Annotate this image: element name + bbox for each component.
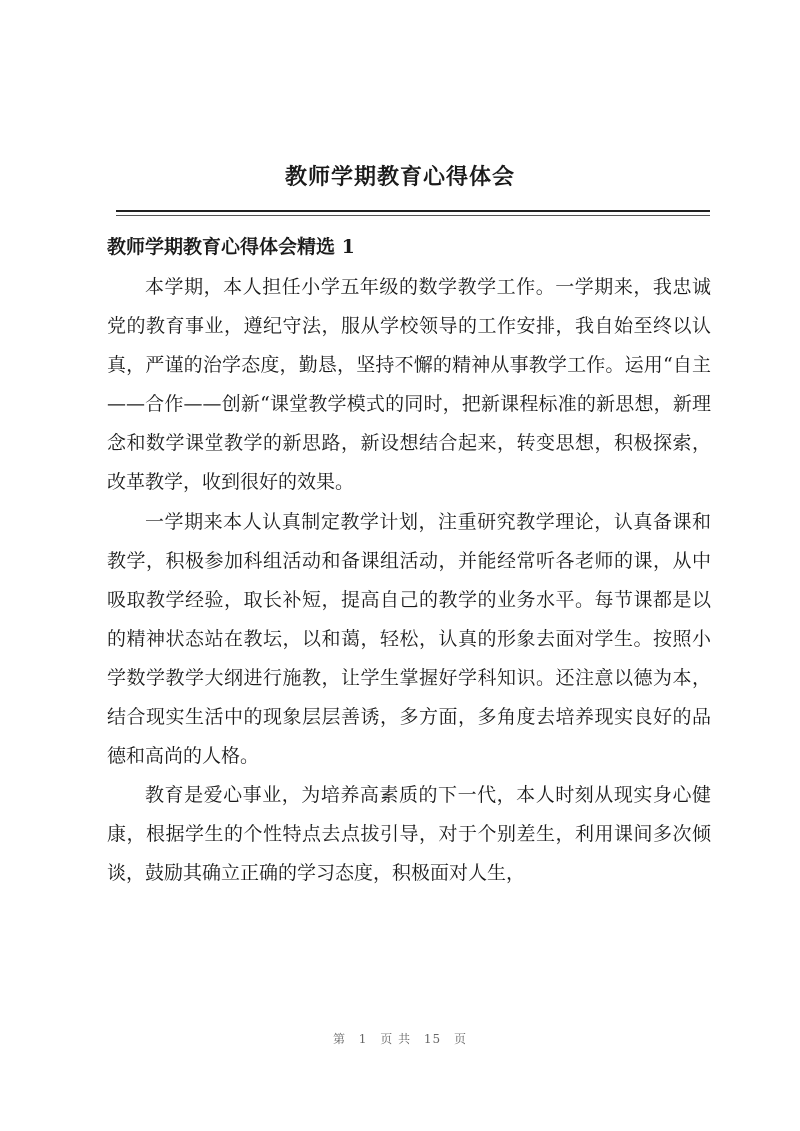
body-text — [107, 268, 711, 894]
paragraph: 教育是爱心事业，为培养高素质的下一代，本人时刻从现实身心健康，根据学生的个性特点去点拔引导，对于个别差生，利用课间多次倾谈，鼓励其确立正确的学习态度，积极面对人生， — [107, 784, 711, 885]
title-divider-thin — [116, 215, 710, 216]
footer-current-page: 1 — [358, 1032, 368, 1046]
paragraph: 一学期来本人认真制定教学计划，注重研究教学理论，认真备课和教学，积极参加科组活动和备课组活动，并能经常听各老师的课，从中吸取教学经验，取长补短，提高自己的教学的业务水平。每节课都是以的精神状态站在教坛，以和蔼，轻松，认真的形象去面对学生。按照小学数学教学大纲进行施教，让学生掌握好学科知识。还注意以德为本，结合现实生活中的现象层层善诱，多方面，多角度去培养现实良好的品德和高尚的人格。 — [107, 510, 711, 768]
paragraph: 本学期，本人担任小学五年级的数学教学工作。一学期来，我忠诚党的教育事业，遵纪守法，服从学校领导的工作安排，我自始至终以认真，严谨的治学态度，勤恳，坚持不懈的精神从事教学工作。运用“自主——合作——创新“课堂教学模式的同时，把新课程标准的新思想，新理念和数学课堂教学的新思路，新设想结合起来，转变思想，积极探索，改革教学，收到很好的效果。 — [107, 276, 711, 494]
title-divider — [116, 210, 710, 212]
footer-suffix: 页 — [454, 1032, 468, 1046]
section-heading: 教师学期教育心得体会精选 1 — [107, 236, 355, 258]
footer-middle: 页 共 — [380, 1032, 412, 1046]
footer-prefix: 第 — [332, 1032, 346, 1046]
page-footer — [0, 1030, 800, 1047]
footer-total-pages: 15 — [423, 1032, 442, 1046]
document-title: 教师学期教育心得体会 — [284, 164, 515, 190]
